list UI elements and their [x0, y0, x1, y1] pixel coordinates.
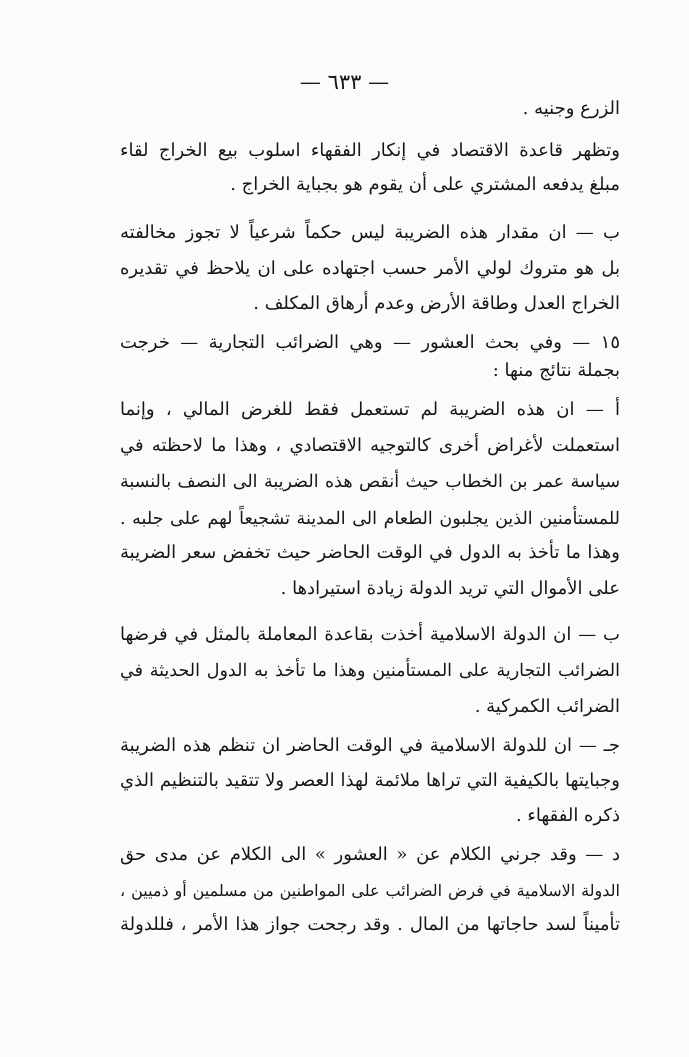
text-line: أ — ان هذه الضريبة لم تستعمل فقط للغرض المالي ، وإنما — [120, 399, 620, 420]
text-line: ذكره الفقهاء . — [515, 805, 620, 826]
text-line: مبلغ يدفعه المشتري على أن يقوم هو بجباية الخراج . — [230, 174, 620, 195]
text-line: الخراج العدل وطاقة الأرض وعدم أرهاق المكلف . — [253, 293, 620, 314]
text-line: وجبايتها بالكيفية التي تراها ملائمة لهذا العصر ولا تتقيد بالتنظيم الذي — [120, 770, 620, 791]
text-line: على الأموال التي تريد الدولة زيادة استيرادها . — [280, 578, 620, 599]
text-line: بل هو متروك لولي الأمر حسب اجتهاده على ان يلاحظ في تقديره — [120, 258, 620, 279]
text-line: د — وقد جرني الكلام عن « العشور » الى الكلام عن مدى حق — [120, 844, 620, 865]
text-line: الدولة الاسلامية في فرض الضرائب على المواطنين من مسلمين أو ذميين ، — [120, 881, 620, 900]
text-line: الزرع وجنيه . — [522, 98, 620, 119]
text-line: الضرائب التجارية على المستأمنين وهذا ما تأخذ به الدول الحديثة في — [120, 661, 620, 681]
text-line: استعملت لأغراض أخرى كالتوجيه الاقتصادي ، وهذا ما لاحظته في — [120, 435, 620, 456]
text-line: وتظهر قاعدة الاقتصاد في إنكار الفقهاء اسلوب بيع الخراج لقاء — [120, 140, 620, 161]
page-number: — ٦٣٣ — — [299, 70, 390, 94]
text-line: وهذا ما تأخذ به الدول في الوقت الحاضر حيث تخفض سعر الضريبة — [120, 542, 620, 563]
text-line: سياسة عمر بن الخطاب حيث أنقص هذه الضريبة الى النصف بالنسبة — [120, 472, 620, 492]
text-line: بجملة نتائج منها : — [492, 360, 620, 381]
text-line: ب — ان مقدار هذه الضريبة ليس حكماً شرعياً لا تجوز مخالفته — [120, 222, 620, 243]
text-line: الضرائب الكمركية . — [474, 696, 620, 717]
text-line: ١٥ — وفي بحث العشور — وهي الضرائب التجارية — خرجت — [120, 332, 620, 353]
text-line: للمستأمنين الذين يجلبون الطعام الى المدينة تشجيعاً لهم على جلبه . — [120, 509, 620, 529]
text-line: جـ — ان للدولة الاسلامية في الوقت الحاضر ان تنظم هذه الضريبة — [120, 735, 620, 756]
text-line: ب — ان الدولة الاسلامية أخذت بقاعدة المعاملة بالمثل في فرضها — [120, 624, 620, 645]
text-line: تأميناً لسد حاجاتها من المال . وقد رجحت جواز هذا الأمر ، فللدولة — [120, 914, 620, 935]
